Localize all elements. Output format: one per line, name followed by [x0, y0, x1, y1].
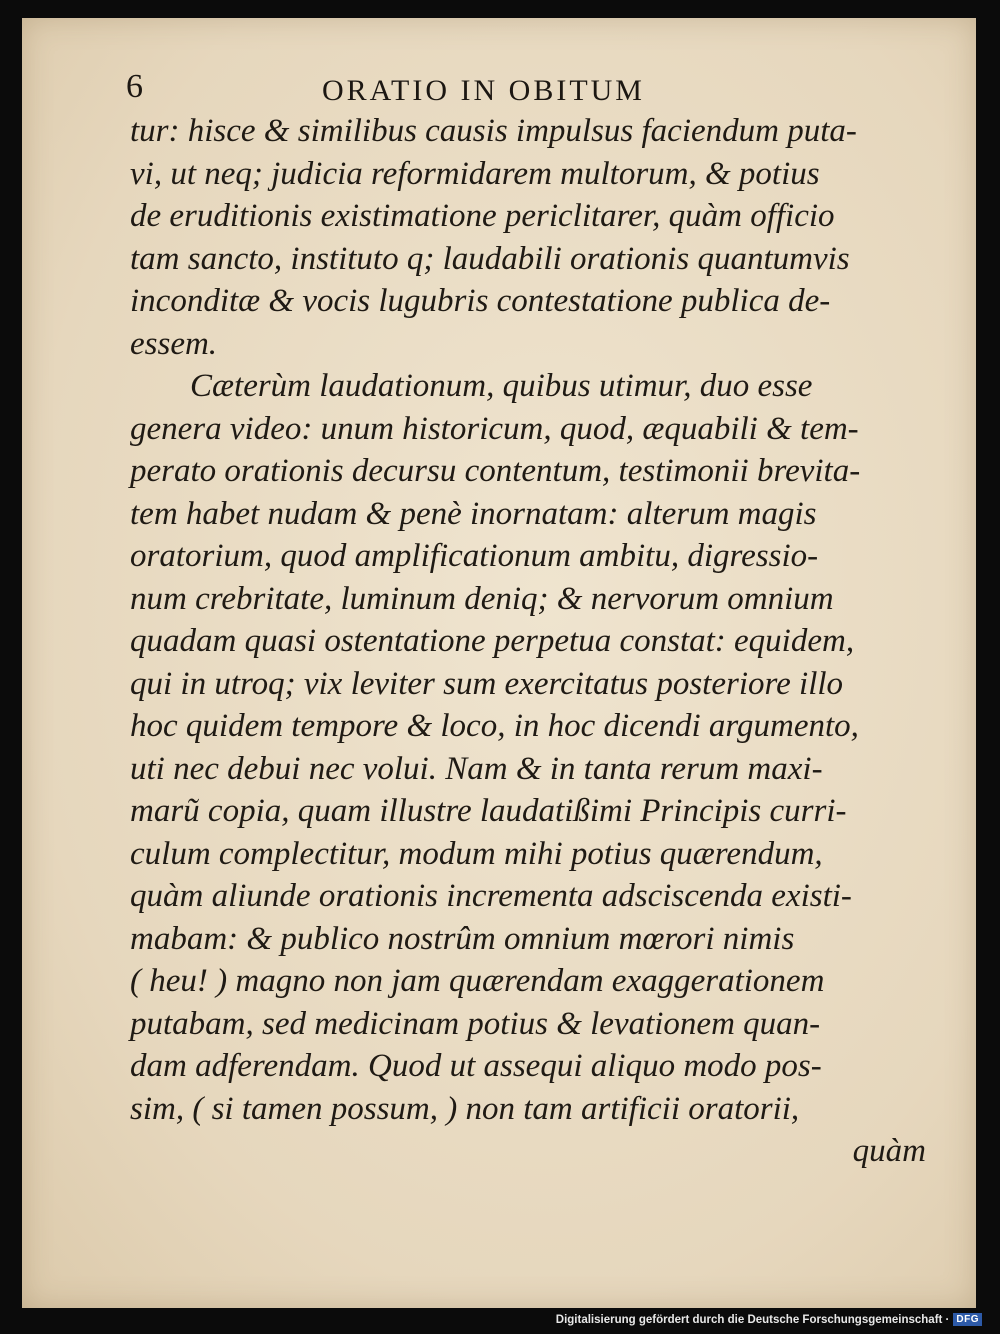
text-line: num crebritate, luminum deniq; & nervorum omnium [130, 580, 834, 617]
text-line: qui in utroq; vix leviter sum exercitatus posteriore illo [130, 665, 844, 702]
page-number: 6 [126, 68, 143, 105]
credit-text: Digitalisierung gefördert durch die Deutsche Forschungsgemeinschaft · [555, 1313, 950, 1326]
text-line: tur: hisce & similibus causis impulsus faciendum puta- [130, 113, 857, 149]
text-line: vi, ut neq; judicia reformidarem multorum, & potius [130, 155, 820, 192]
text-line: ( heu! ) magno non jam quærendam exaggerationem [130, 963, 825, 999]
text-line: culum complectitur, modum mihi potius quærendum, [130, 835, 823, 872]
text-line: marũ copia, quam illustre laudatißimi Principis curri- [130, 793, 847, 829]
book-page [22, 18, 976, 1308]
text-line: essem. [130, 325, 218, 362]
text-line: hoc quidem tempore & loco, in hoc dicendi argumento, [130, 708, 859, 744]
text-line: uti nec debui nec volui. Nam & in tanta rerum maxi- [130, 750, 823, 787]
text-line: tam sancto, instituto q; laudabili orationis quantumvis [130, 240, 850, 277]
text-line: putabam, sed medicinam potius & levationem quan- [130, 1005, 821, 1042]
dfg-logo: DFG [953, 1313, 982, 1326]
text-line: dam adferendam. Quod ut assequi aliquo modo pos- [130, 1048, 822, 1084]
text-line: quadam quasi ostentatione perpetua constat: equidem, [130, 623, 855, 659]
text-line: de eruditionis existimatione periclitarer, quàm officio [130, 198, 835, 234]
body-text [130, 110, 930, 1173]
text-line: mabam: & publico nostrûm omnium mœrori nimis [130, 920, 795, 957]
text-line: oratorium, quod amplificationum ambitu, digressio- [130, 538, 819, 574]
text-line: sim, ( si tamen possum, ) non tam artificii oratorii, [130, 1090, 800, 1127]
catchword: quàm [852, 1133, 926, 1169]
text-line: perato orationis decursu contentum, testimonii brevita- [130, 453, 861, 489]
digitization-credit [556, 1313, 982, 1326]
text-line: genera video: unum historicum, quod, æquabili & tem- [130, 410, 859, 447]
text-line: quàm aliunde orationis incrementa adsciscenda existi- [130, 878, 852, 914]
paragraph-start-line: Cæterùm laudationum, quibus utimur, duo esse [190, 368, 813, 404]
text-line: tem habet nudam & penè inornatam: alterum magis [130, 495, 817, 532]
running-head: ORATIO IN OBITUM [322, 74, 645, 107]
text-line: inconditæ & vocis lugubris contestatione publica de- [130, 283, 831, 319]
